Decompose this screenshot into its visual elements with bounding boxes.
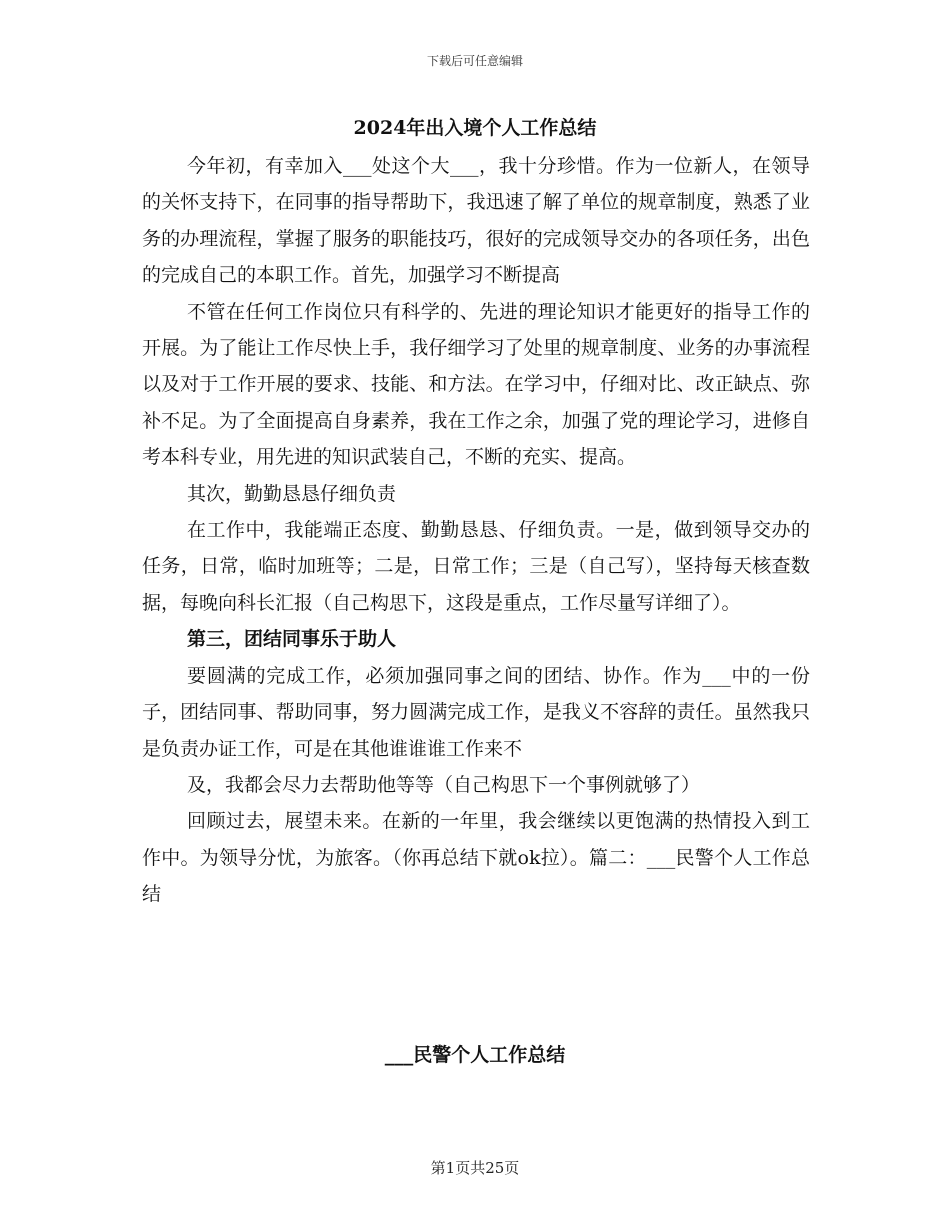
page-footer: 第1页共25页 [430, 1159, 520, 1177]
document-body [142, 148, 810, 913]
section-heading-diligence: 其次，勤勤恳恳仔细负责 [187, 482, 397, 505]
paragraph-intro: 今年初，有幸加入___处这个大___，我十分珍惜。作为一位新人，在领导的关怀支持下，在同事的指导帮助下，我迅速了解了单位的规章制度，熟悉了业务的办理流程，掌握了服务的职能技巧，很好的完成领导交办的各项任务，出色的完成自己的本职工作。首先，加强学习不断提高 [142, 155, 810, 287]
second-article-title: ___民警个人工作总结 [384, 1044, 566, 1066]
page-header: 下载后可任意编辑 [426, 54, 523, 68]
document-title: 2024年出入境个人工作总结 [353, 117, 597, 139]
paragraph-teamwork: 要圆满的完成工作，必须加强同事之间的团结、协作。作为___中的一份子，团结同事、帮助同事，努力圆满完成工作，是我义不容辞的责任。虽然我只是负责办证工作，可是在其他谁谁谁工作来不 [142, 664, 810, 760]
paragraph-teamwork-cont: 及，我都会尽力去帮助他等等（自己构思下一个事例就够了） [187, 773, 701, 796]
section-heading-teamwork: 第三，团结同事乐于助人 [187, 628, 397, 651]
paragraph-diligence: 在工作中，我能端正态度、勤勤恳恳、仔细负责。一是，做到领导交办的任务，日常，临时加班等；二是，日常工作；三是（自己写），坚持每天核查数据，每晚向科长汇报（自己构思下，这段是重点，工作尽量写详细了）。 [142, 519, 810, 614]
paragraph-study: 不管在任何工作岗位只有科学的、先进的理论知识才能更好的指导工作的开展。为了能让工作尽快上手，我仔细学习了处里的规章制度、业务的办事流程以及对于工作开展的要求、技能、和方法。在学习中，仔细对比、改正缺点、弥补不足。为了全面提高自身素养，我在工作之余，加强了党的理论学习，进修自考本科专业，用先进的知识武装自己，不断的充实、提高。 [142, 300, 810, 469]
paragraph-outlook: 回顾过去，展望未来。在新的一年里，我会继续以更饱满的热情投入到工作中。为领导分忧，为旅客。（你再总结下就ok拉）。篇二：___民警个人工作总结 [142, 810, 810, 906]
